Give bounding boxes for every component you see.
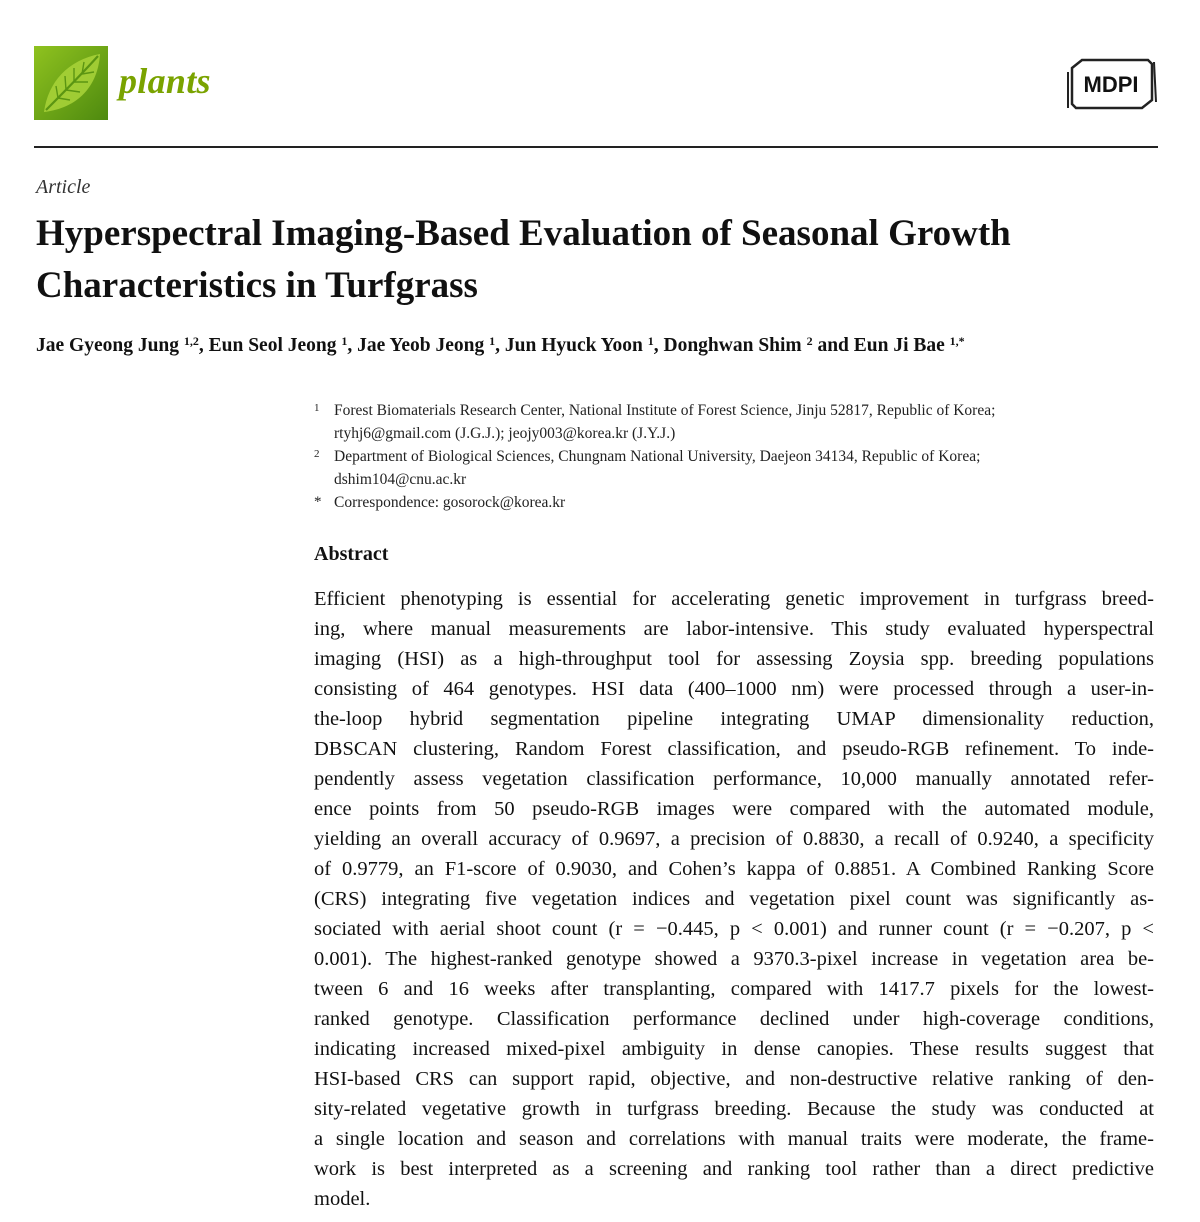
abstract-heading: Abstract <box>314 543 389 565</box>
author-separator: , <box>198 335 209 356</box>
journal-logo-leaf-icon <box>34 46 108 120</box>
title-line: Hyperspectral Imaging-Based Evaluation of Seasonal Growth <box>36 213 1011 254</box>
abstract-line: consisting of 464 genotypes. HSI data (400–1000 nm) were processed through a user-in- <box>314 678 1154 700</box>
abstract-line: work is best interpreted as a screening and ranking tool rather than a direct predictive <box>314 1158 1154 1180</box>
author-name: Eun Seol Jeong <box>208 335 337 356</box>
abstract-line: (CRS) integrating five vegetation indices and vegetation pixel count was significantly as- <box>314 888 1154 910</box>
affiliation-item <box>314 491 1160 514</box>
abstract-line: tween 6 and 16 weeks after transplanting, compared with 1417.7 pixels for the lowest- <box>314 978 1154 1000</box>
author-separator: , <box>347 335 358 356</box>
affiliation-item <box>314 445 1160 491</box>
abstract-line: HSI-based CRS can support rapid, objective, and non-destructive relative ranking of den- <box>314 1068 1154 1090</box>
leaf-icon <box>34 46 108 120</box>
abstract-line: ranked genotype. Classification performance declined under high-coverage conditions, <box>314 1008 1154 1030</box>
author-affiliation-mark: 2 <box>806 334 813 348</box>
author-affiliation-mark: 1 <box>647 334 654 348</box>
author-name: Jae Yeob Jeong <box>357 335 485 356</box>
journal-name: plants <box>119 61 211 101</box>
author-affiliation-mark: 1 <box>489 334 496 348</box>
author-list <box>36 334 1160 357</box>
abstract-line: model. <box>314 1188 371 1210</box>
mdpi-logo <box>1064 54 1158 114</box>
affiliation-line: Forest Biomaterials Research Center, National Institute of Forest Science, Jinju 52817, Republic of Korea; <box>334 402 996 419</box>
abstract-body <box>314 584 1154 1214</box>
author-separator: , <box>495 335 505 356</box>
author-name: Jae Gyeong Jung <box>36 335 180 356</box>
abstract-line: ence points from 50 pseudo-RGB images were compared with the automated module, <box>314 798 1154 820</box>
author-separator: and <box>812 335 854 356</box>
abstract-line: yielding an overall accuracy of 0.9697, a precision of 0.8830, a recall of 0.9240, a specificity <box>314 828 1154 850</box>
affiliation-item <box>314 399 1160 445</box>
author-affiliation-mark: 1,2 <box>183 334 199 348</box>
title-line: Characteristics in Turfgrass <box>36 265 478 306</box>
author-name: Donghwan Shim <box>663 335 802 356</box>
article-type: Article <box>36 176 91 198</box>
correspondence-line: Correspondence: gosorock@korea.kr <box>334 494 566 511</box>
author-separator: , <box>653 335 664 356</box>
affiliation-line: Department of Biological Sciences, Chungnam National University, Daejeon 34134, Republic of Korea; <box>334 448 981 465</box>
abstract-line: 0.001). The highest-ranked genotype showed a 9370.3-pixel increase in vegetation area be- <box>314 948 1154 970</box>
abstract-line: ing, where manual measurements are labor-intensive. This study evaluated hyperspectral <box>314 618 1154 640</box>
affiliation-line: dshim104@cnu.ac.kr <box>334 471 467 488</box>
paper-title <box>36 208 1156 312</box>
abstract-line: a single location and season and correlations with manual traits were moderate, the frame- <box>314 1128 1154 1150</box>
abstract-line: sity-related vegetative growth in turfgrass breeding. Because the study was conducted at <box>314 1098 1154 1120</box>
author-affiliation-mark: 1,* <box>949 334 965 348</box>
affiliations <box>314 399 1160 514</box>
publisher-name: MDPI <box>1083 72 1139 97</box>
abstract-line: imaging (HSI) as a high-throughput tool for assessing Zoysia spp. breeding populations <box>314 648 1154 670</box>
affiliation-line: rtyhj6@gmail.com (J.G.J.); jeojy003@korea.kr (J.Y.J.) <box>334 425 676 442</box>
author-affiliation-mark: 1 <box>341 334 348 348</box>
abstract-line: sociated with aerial shoot count (r = −0.445, p < 0.001) and runner count (r = −0.207, p < <box>314 918 1154 940</box>
author-name: Jun Hyuck Yoon <box>504 335 643 356</box>
author-name: Eun Ji Bae <box>853 335 945 356</box>
abstract-line: the-loop hybrid segmentation pipeline integrating UMAP dimensionality reduction, <box>314 708 1154 730</box>
header-divider <box>34 146 1158 148</box>
affiliation-mark: * <box>314 494 322 510</box>
abstract-line: indicating increased mixed-pixel ambiguity in dense canopies. These results suggest that <box>314 1038 1154 1060</box>
affiliation-mark: 1 <box>314 402 320 414</box>
abstract-line: of 0.9779, an F1-score of 0.9030, and Cohen’s kappa of 0.8851. A Combined Ranking Score <box>314 858 1154 880</box>
abstract-line: DBSCAN clustering, Random Forest classification, and pseudo-RGB refinement. To inde- <box>314 738 1154 760</box>
abstract-line: Efficient phenotyping is essential for accelerating genetic improvement in turfgrass breed- <box>314 588 1154 610</box>
abstract-line: pendently assess vegetation classification performance, 10,000 manually annotated refer- <box>314 768 1154 790</box>
affiliation-mark: 2 <box>314 448 320 460</box>
